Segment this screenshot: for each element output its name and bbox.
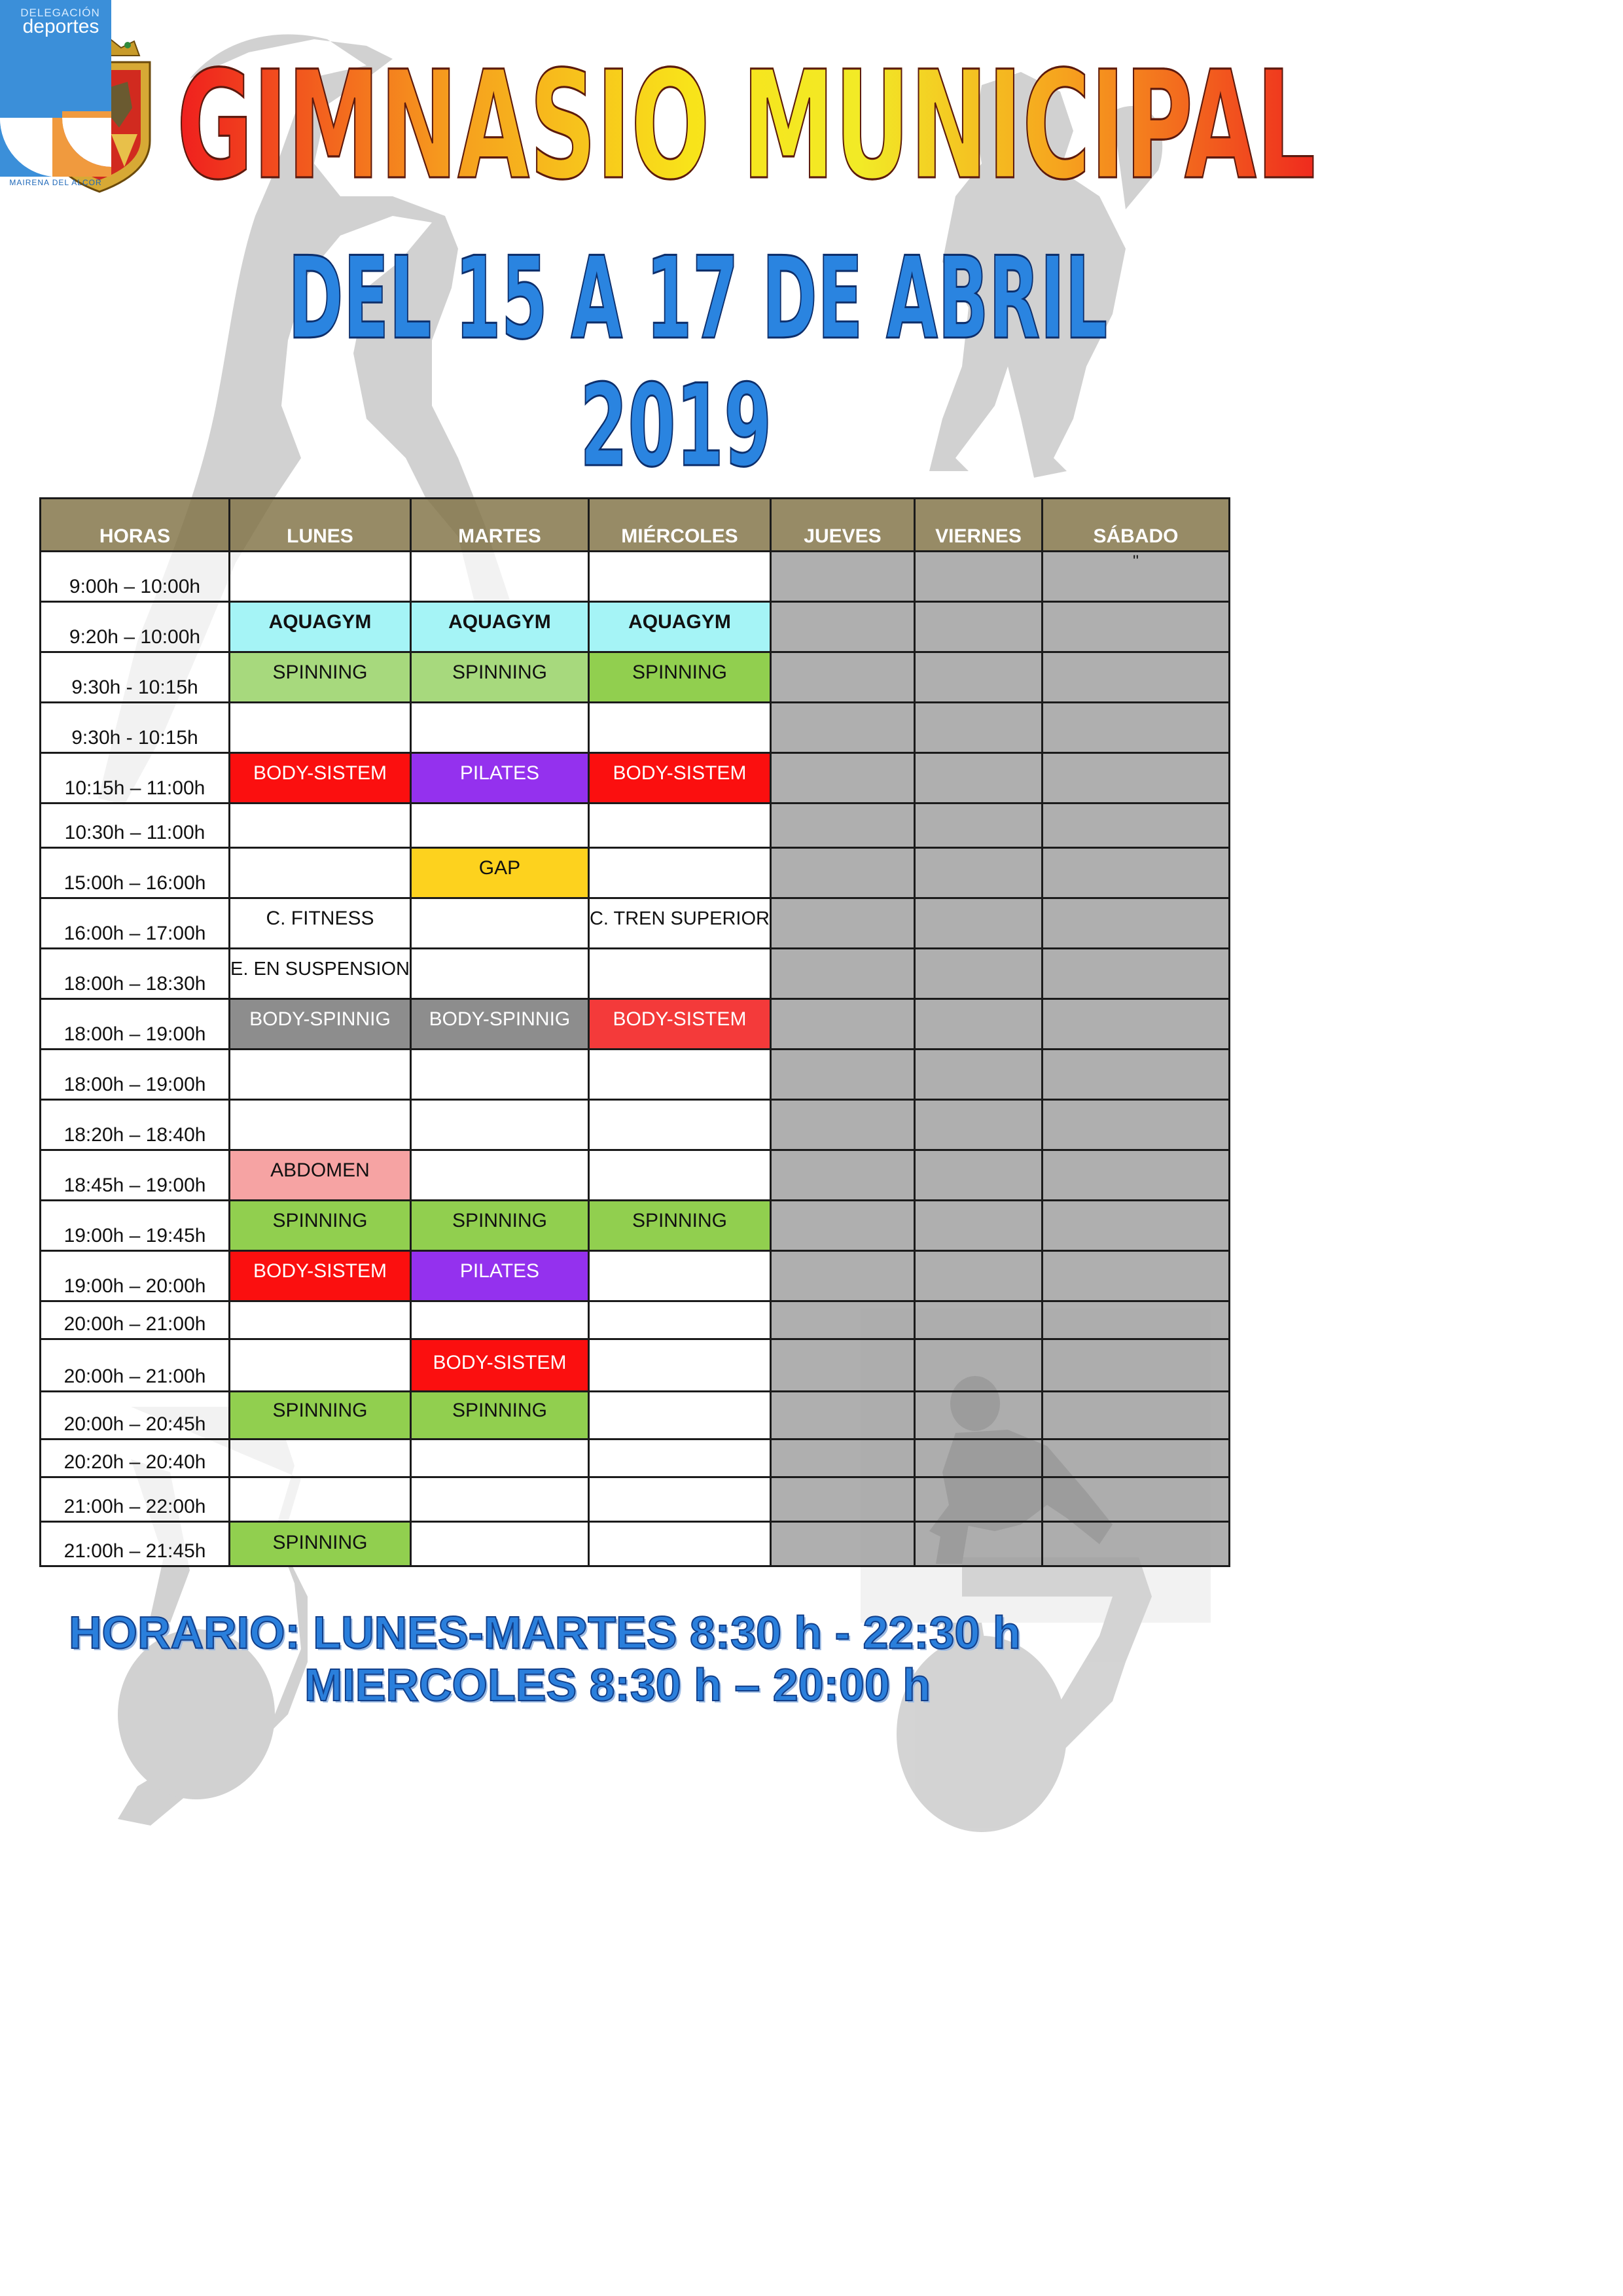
table-row (41, 898, 1230, 949)
miercoles-cell (588, 1050, 770, 1100)
jueves-cell (770, 602, 914, 652)
lunes-cell: C. FITNESS (230, 898, 411, 949)
table-row (41, 1050, 1230, 1100)
miercoles-cell (588, 848, 770, 898)
time-cell: 21:00h – 22:00h (41, 1477, 230, 1522)
time-cell: 18:20h – 18:40h (41, 1100, 230, 1150)
lunes-cell: SPINNING (230, 652, 411, 703)
time-cell: 18:00h – 18:30h (41, 949, 230, 999)
martes-cell: SPINNING (410, 652, 588, 703)
table-row (41, 1251, 1230, 1301)
viernes-cell (914, 552, 1042, 602)
martes-cell (410, 1301, 588, 1339)
miercoles-cell (588, 1522, 770, 1566)
schedule-table (39, 497, 1230, 1567)
table-row (41, 1100, 1230, 1150)
lunes-cell: BODY-SPINNIG (230, 999, 411, 1050)
miercoles-cell: BODY-SISTEM (588, 999, 770, 1050)
miercoles-cell (588, 1477, 770, 1522)
martes-cell: AQUAGYM (410, 602, 588, 652)
table-row (41, 1522, 1230, 1566)
sabado-cell (1042, 1150, 1229, 1201)
time-cell: 19:00h – 20:00h (41, 1251, 230, 1301)
martes-cell (410, 552, 588, 602)
lunes-cell (230, 1339, 411, 1392)
time-cell: 19:00h – 19:45h (41, 1201, 230, 1251)
sabado-cell (1042, 804, 1229, 848)
table-row (41, 949, 1230, 999)
miercoles-cell (588, 1100, 770, 1150)
viernes-cell (914, 949, 1042, 999)
header-viernes: VIERNES (914, 499, 1042, 552)
header-horas: HORAS (41, 499, 230, 552)
jueves-cell (770, 753, 914, 804)
time-cell: 20:00h – 21:00h (41, 1339, 230, 1392)
time-cell: 18:00h – 19:00h (41, 999, 230, 1050)
sabado-cell (1042, 753, 1229, 804)
viernes-cell (914, 1339, 1042, 1392)
viernes-cell (914, 999, 1042, 1050)
viernes-cell (914, 1392, 1042, 1439)
sabado-cell (1042, 652, 1229, 703)
table-row (41, 552, 1230, 602)
martes-cell (410, 703, 588, 753)
time-cell: 20:20h – 20:40h (41, 1439, 230, 1477)
sabado-cell (1042, 1477, 1229, 1522)
viernes-cell (914, 1522, 1042, 1566)
martes-cell (410, 898, 588, 949)
header-sabado: SÁBADO (1042, 499, 1229, 552)
miercoles-cell: BODY-SISTEM (588, 753, 770, 804)
table-row (41, 652, 1230, 703)
sabado-cell (1042, 1301, 1229, 1339)
martes-cell: PILATES (410, 753, 588, 804)
opening-hours-wed: MIERCOLES 8:30 h – 20:00 h (304, 1659, 931, 1710)
martes-cell (410, 949, 588, 999)
jueves-cell (770, 949, 914, 999)
sabado-cell (1042, 1100, 1229, 1150)
deportes-logo-deportes: deportes (22, 16, 99, 37)
deportes-logo-town: MAIRENA DEL ALCOR (9, 178, 102, 187)
table-row (41, 1477, 1230, 1522)
sabado-cell (1042, 703, 1229, 753)
time-cell: 20:00h – 20:45h (41, 1392, 230, 1439)
jueves-cell (770, 1150, 914, 1201)
miercoles-cell (588, 1392, 770, 1439)
viernes-cell (914, 1301, 1042, 1339)
lunes-cell (230, 1100, 411, 1150)
time-cell: 10:15h – 11:00h (41, 753, 230, 804)
lunes-cell (230, 1477, 411, 1522)
lunes-cell: ABDOMEN (230, 1150, 411, 1201)
lunes-cell: BODY-SISTEM (230, 1251, 411, 1301)
jueves-cell (770, 898, 914, 949)
date-range-title: DEL 15 A 17 DE ABRIL (288, 232, 1108, 365)
viernes-cell (914, 898, 1042, 949)
sabado-cell (1042, 1050, 1229, 1100)
time-cell: 9:30h - 10:15h (41, 703, 230, 753)
time-cell: 15:00h – 16:00h (41, 848, 230, 898)
martes-cell (410, 1100, 588, 1150)
miercoles-cell (588, 1301, 770, 1339)
viernes-cell (914, 804, 1042, 848)
miercoles-cell: SPINNING (588, 1201, 770, 1251)
martes-cell (410, 804, 588, 848)
jueves-cell (770, 1339, 914, 1392)
page-title: GIMNASIO MUNICIPAL (177, 38, 1316, 213)
martes-cell: PILATES (410, 1251, 588, 1301)
miercoles-cell (588, 1150, 770, 1201)
martes-cell: SPINNING (410, 1201, 588, 1251)
martes-cell (410, 1050, 588, 1100)
martes-cell: GAP (410, 848, 588, 898)
lunes-cell: SPINNING (230, 1201, 411, 1251)
sabado-cell (1042, 1339, 1229, 1392)
viernes-cell (914, 1201, 1042, 1251)
miercoles-cell (588, 703, 770, 753)
table-row (41, 602, 1230, 652)
lunes-cell (230, 1301, 411, 1339)
table-row (41, 1301, 1230, 1339)
sabado-cell (1042, 1439, 1229, 1477)
time-cell: 20:00h – 21:00h (41, 1301, 230, 1339)
viernes-cell (914, 848, 1042, 898)
jueves-cell (770, 1477, 914, 1522)
jueves-cell (770, 1439, 914, 1477)
deportes-logo (0, 0, 111, 190)
time-cell: 21:00h – 21:45h (41, 1522, 230, 1566)
deportes-logo-delegacion: DELEGACIÓN (20, 7, 100, 19)
header-jueves: JUEVES (770, 499, 914, 552)
sabado-cell (1042, 602, 1229, 652)
miercoles-cell (588, 552, 770, 602)
lunes-cell: AQUAGYM (230, 602, 411, 652)
lunes-cell (230, 552, 411, 602)
sabado-cell (1042, 1201, 1229, 1251)
time-cell: 16:00h – 17:00h (41, 898, 230, 949)
table-row (41, 1201, 1230, 1251)
lunes-cell: BODY-SISTEM (230, 753, 411, 804)
jueves-cell (770, 804, 914, 848)
sabado-cell (1042, 1392, 1229, 1439)
lunes-cell (230, 804, 411, 848)
martes-cell (410, 1439, 588, 1477)
sabado-cell (1042, 898, 1229, 949)
time-cell: 9:20h – 10:00h (41, 602, 230, 652)
table-row (41, 753, 1230, 804)
table-row (41, 1150, 1230, 1201)
jueves-cell (770, 552, 914, 602)
jueves-cell (770, 1522, 914, 1566)
time-cell: 18:00h – 19:00h (41, 1050, 230, 1100)
jueves-cell (770, 848, 914, 898)
sabado-cell (1042, 999, 1229, 1050)
martes-cell: SPINNING (410, 1392, 588, 1439)
martes-cell (410, 1150, 588, 1201)
viernes-cell (914, 703, 1042, 753)
miercoles-cell: C. TREN SUPERIOR (588, 898, 770, 949)
lunes-cell: SPINNING (230, 1522, 411, 1566)
miercoles-cell: SPINNING (588, 652, 770, 703)
jueves-cell (770, 652, 914, 703)
jueves-cell (770, 1301, 914, 1339)
martes-cell (410, 1522, 588, 1566)
miercoles-cell: AQUAGYM (588, 602, 770, 652)
table-row (41, 848, 1230, 898)
sabado-cell: '' (1042, 552, 1229, 602)
viernes-cell (914, 753, 1042, 804)
opening-hours-mon-tue: HORARIO: LUNES-MARTES 8:30 h - 22:30 h (69, 1607, 1021, 1658)
time-cell: 10:30h – 11:00h (41, 804, 230, 848)
jueves-cell (770, 1201, 914, 1251)
viernes-cell (914, 1439, 1042, 1477)
martes-cell (410, 1477, 588, 1522)
sabado-cell (1042, 1251, 1229, 1301)
jueves-cell (770, 1251, 914, 1301)
lunes-cell: E. EN SUSPENSION (230, 949, 411, 999)
table-row (41, 1392, 1230, 1439)
jueves-cell (770, 703, 914, 753)
jueves-cell (770, 1050, 914, 1100)
miercoles-cell (588, 1439, 770, 1477)
viernes-cell (914, 652, 1042, 703)
table-row (41, 1339, 1230, 1392)
time-cell: 9:00h – 10:00h (41, 552, 230, 602)
viernes-cell (914, 1100, 1042, 1150)
header-miercoles: MIÉRCOLES (588, 499, 770, 552)
header-lunes: LUNES (230, 499, 411, 552)
lunes-cell (230, 1050, 411, 1100)
martes-cell: BODY-SPINNIG (410, 999, 588, 1050)
deportes-logo-mark (0, 0, 111, 178)
viernes-cell (914, 1477, 1042, 1522)
viernes-cell (914, 1251, 1042, 1301)
viernes-cell (914, 602, 1042, 652)
jueves-cell (770, 999, 914, 1050)
year-title: 2019 (580, 360, 772, 493)
table-row (41, 804, 1230, 848)
table-row (41, 1439, 1230, 1477)
schedule-header-row (41, 499, 1230, 552)
miercoles-cell (588, 1339, 770, 1392)
table-row (41, 703, 1230, 753)
time-cell: 18:45h – 19:00h (41, 1150, 230, 1201)
lunes-cell: SPINNING (230, 1392, 411, 1439)
lunes-cell (230, 703, 411, 753)
sabado-cell (1042, 1522, 1229, 1566)
time-cell: 9:30h - 10:15h (41, 652, 230, 703)
jueves-cell (770, 1392, 914, 1439)
lunes-cell (230, 1439, 411, 1477)
miercoles-cell (588, 1251, 770, 1301)
table-row (41, 999, 1230, 1050)
sabado-cell (1042, 848, 1229, 898)
miercoles-cell (588, 949, 770, 999)
viernes-cell (914, 1050, 1042, 1100)
viernes-cell (914, 1150, 1042, 1201)
martes-cell: BODY-SISTEM (410, 1339, 588, 1392)
lunes-cell (230, 848, 411, 898)
jueves-cell (770, 1100, 914, 1150)
header-martes: MARTES (410, 499, 588, 552)
miercoles-cell (588, 804, 770, 848)
sabado-cell (1042, 949, 1229, 999)
